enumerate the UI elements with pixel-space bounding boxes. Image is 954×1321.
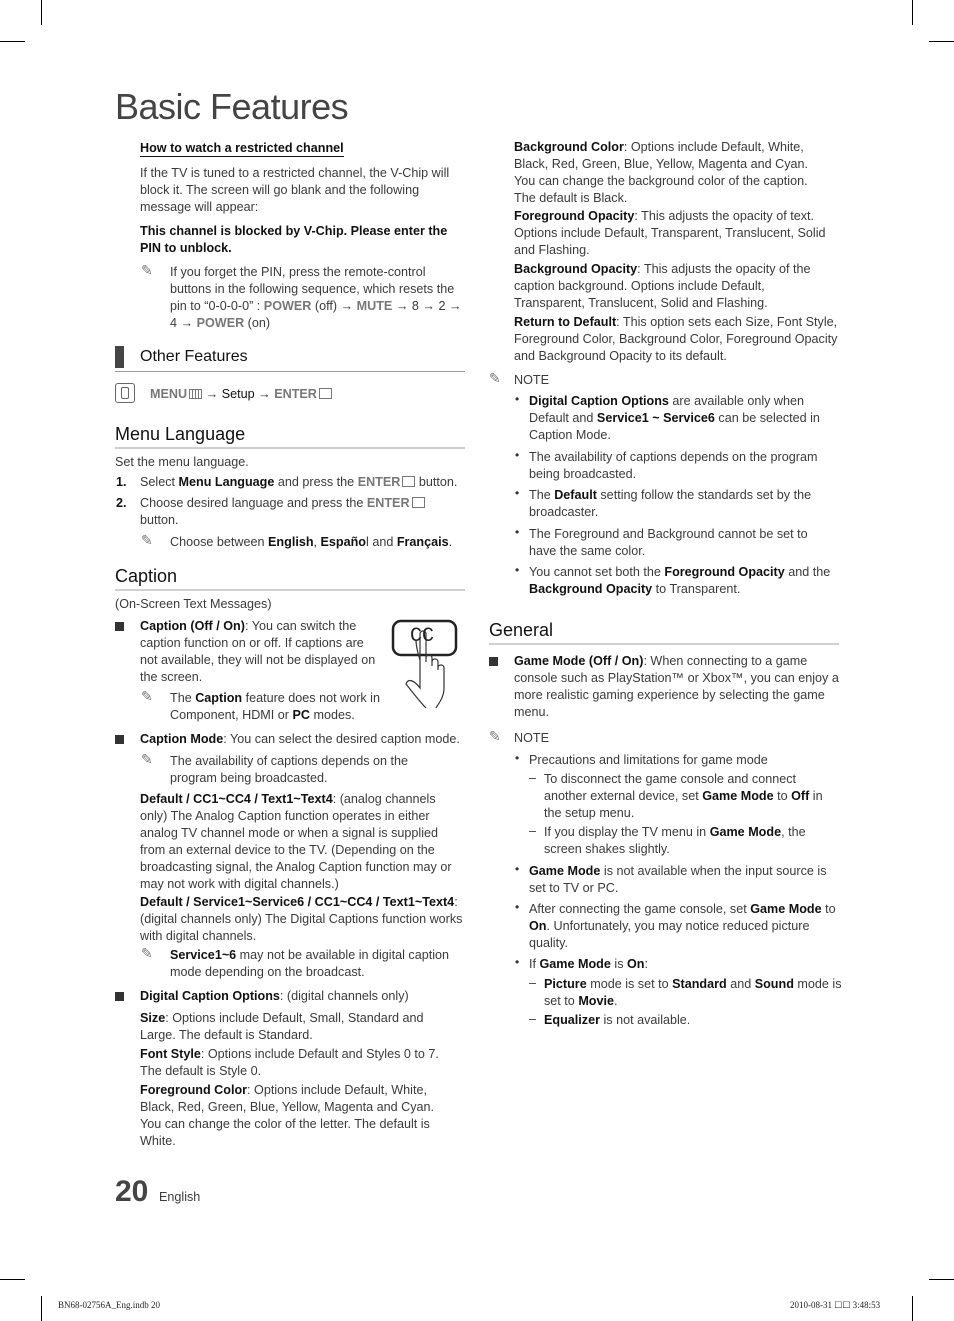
enter-icon (319, 388, 332, 399)
other-features-heading: Other Features (140, 348, 248, 365)
note-item: You cannot set both the Foreground Opacity and the Background Opacity to Transparent. (529, 565, 831, 596)
option-font-style: Font Style: Options include Default and Styles 0 to 7. The default is Style 0. (140, 1047, 439, 1078)
game-mode: Game Mode (Off / On): When connecting to a game console such as PlayStation™ or Xbox™, you can enjoy a more realistic gaming experience by selecting the game menu. (514, 654, 839, 719)
bullet-dot: • (515, 900, 520, 914)
bullet-dot: • (515, 862, 520, 876)
footer-filename: BN68-02756A_Eng.indb 20 (58, 1300, 160, 1310)
crop-mark (929, 1279, 954, 1280)
crop-mark (929, 41, 954, 42)
service-note: Service1~6 may not be available in digital caption mode depending on the broadcast. (170, 948, 450, 979)
bullet-square-icon (115, 622, 124, 631)
caption-subtitle: (On-Screen Text Messages) (115, 597, 272, 611)
menu-language-step1: Select Menu Language and press the ENTER button. (140, 475, 458, 489)
crop-mark (0, 41, 25, 42)
step-number: 2. (116, 496, 127, 510)
cc-label: CC (410, 625, 435, 648)
bullet-square-icon (115, 735, 124, 744)
note-subitem: To disconnect the game console and connect another external device, set Game Mode to Off in the setup menu. (544, 772, 823, 820)
option-foreground-opacity: Foreground Opacity: This adjusts the opacity of text. Options include Default, Transparent, Translucent, Solid and Flashing. (514, 209, 826, 257)
note-item: After connecting the game console, set Game Mode to On. Unfortunately, you may notice reduced picture quality. (529, 902, 836, 950)
option-foreground-color: Foreground Color: Options include Default, White, Black, Red, Green, Blue, Yellow, Magenta and Cyan. You can change the color of the letter. The default is White. (140, 1083, 435, 1148)
enter-icon (402, 476, 415, 487)
option-return-to-default: Return to Default: This option sets each Size, Font Style, Foreground Color, Background Color, Foreground Opacity and Background Opacity to its default. (514, 315, 838, 363)
note-item: Precautions and limitations for game mode (529, 753, 768, 767)
dash-bullet: – (529, 771, 537, 785)
note-label: NOTE (514, 373, 549, 387)
caption-onoff-note: The Caption feature does not work in Component, HDMI or PC modes. (170, 691, 380, 722)
bullet-square-icon (115, 992, 124, 1001)
other-features-path: MENU → Setup → ENTER (150, 386, 332, 403)
caption-mode-analog: Default / CC1~CC4 / Text1~Text4: (analog channels only) The Analog Caption function operates in either analog TV channel mode or when a signal is supplied from an external device to the TV. (Depending on the broadcasting signal, the Analog Caption function may or may not work with digital channels.) (140, 792, 452, 891)
pencil-icon: ✎ (141, 532, 153, 548)
note-item: The availability of captions depends on the program being broadcasted. (529, 450, 818, 481)
bullet-dot: • (515, 563, 520, 577)
note-label: NOTE (514, 731, 549, 745)
pencil-icon: ✎ (489, 728, 501, 744)
restricted-intro: If the TV is tuned to a restricted channel, the V-Chip will block it. The screen will go blank and the following message will appear: (140, 166, 450, 214)
dash-bullet: – (529, 824, 537, 838)
cc-button-illustration (390, 618, 466, 710)
caption-mode-digital: Default / Service1~Service6 / CC1~CC4 / Text1~Text4: (digital channels only) The Digital Captions function works with digital channels. (140, 895, 463, 943)
bullet-dot: • (515, 955, 520, 969)
note-item: If Game Mode is On: (529, 957, 648, 971)
menu-language-note: Choose between English, Español and Français. (170, 535, 453, 549)
pencil-icon: ✎ (141, 688, 153, 704)
caption-heading: Caption (115, 566, 465, 591)
caption-onoff: Caption (Off / On): You can switch the caption function on or off. If captions are not available, they will not be displayed on the screen. (140, 619, 376, 684)
restricted-note: If you forget the PIN, press the remote-control buttons in the following sequence, which resets the pin to “0-0-0-0” : POWER (off) → MUTE → 8 → 2 → 4 → POWER (on) (170, 265, 462, 330)
option-background-opacity: Background Opacity: This adjusts the opacity of the caption background. Options include Default, Transparent, Translucent, Solid and Flashing. (514, 262, 811, 310)
option-size: Size: Options include Default, Small, Standard and Large. The default is Standard. (140, 1011, 424, 1042)
step-number: 1. (116, 475, 127, 489)
restricted-message: This channel is blocked by V-Chip. Please enter the PIN to unblock. (140, 224, 448, 255)
note-subitem: Picture mode is set to Standard and Sound mode is set to Movie. (544, 977, 842, 1008)
remote-icon (115, 383, 135, 403)
bullet-square-icon (489, 657, 498, 666)
menu-language-intro: Set the menu language. (115, 455, 249, 469)
bullet-dot: • (515, 486, 520, 500)
menu-icon (189, 389, 202, 399)
section-bar-icon (115, 346, 124, 368)
bullet-dot: • (515, 448, 520, 462)
crop-mark (0, 1279, 25, 1280)
general-heading: General (489, 620, 839, 645)
note-item: The Default setting follow the standards set by the broadcaster. (529, 488, 812, 519)
digital-caption-options: Digital Caption Options: (digital channels only) (140, 989, 409, 1003)
restricted-heading: How to watch a restricted channel (140, 141, 344, 155)
caption-mode-note: The availability of captions depends on the program being broadcasted. (170, 754, 409, 785)
dash-bullet: – (529, 976, 537, 990)
note-subitem: Equalizer is not available. (544, 1013, 691, 1027)
menu-language-heading: Menu Language (115, 424, 465, 449)
dash-bullet: – (529, 1012, 537, 1026)
page-number: 20 (115, 1175, 149, 1208)
pencil-icon: ✎ (141, 751, 153, 767)
note-subitem: If you display the TV menu in Game Mode, the screen shakes slightly. (544, 825, 806, 856)
crop-mark (912, 1296, 913, 1321)
crop-mark (41, 0, 42, 25)
pencil-icon: ✎ (141, 945, 153, 961)
page-title: Basic Features (115, 86, 349, 127)
crop-mark (41, 1296, 42, 1321)
note-item: The Foreground and Background cannot be set to have the same color. (529, 527, 808, 558)
crop-mark (912, 0, 913, 25)
option-background-color: Background Color: Options include Default, White, Black, Red, Green, Blue, Yellow, Magenta and Cyan. You can change the background color of the caption. The default is Black. (514, 140, 809, 205)
menu-language-step2: Choose desired language and press the ENTER button. (140, 495, 465, 529)
note-item: Digital Caption Options are available only when Default and Service1 ~ Service6 can be selected in Caption Mode. (529, 394, 820, 442)
section-rule (115, 371, 465, 372)
enter-icon (412, 497, 425, 508)
pencil-icon: ✎ (141, 262, 153, 278)
bullet-dot: • (515, 751, 520, 765)
bullet-dot: • (515, 525, 520, 539)
bullet-dot: • (515, 392, 520, 406)
pencil-icon: ✎ (489, 370, 501, 386)
footer-timestamp: 2010-08-31 ☐☐ 3:48:53 (790, 1300, 881, 1310)
note-item: Game Mode is not available when the input source is set to TV or PC. (529, 864, 827, 895)
caption-mode: Caption Mode: You can select the desired caption mode. (140, 732, 460, 746)
page-language: English (159, 1190, 201, 1204)
